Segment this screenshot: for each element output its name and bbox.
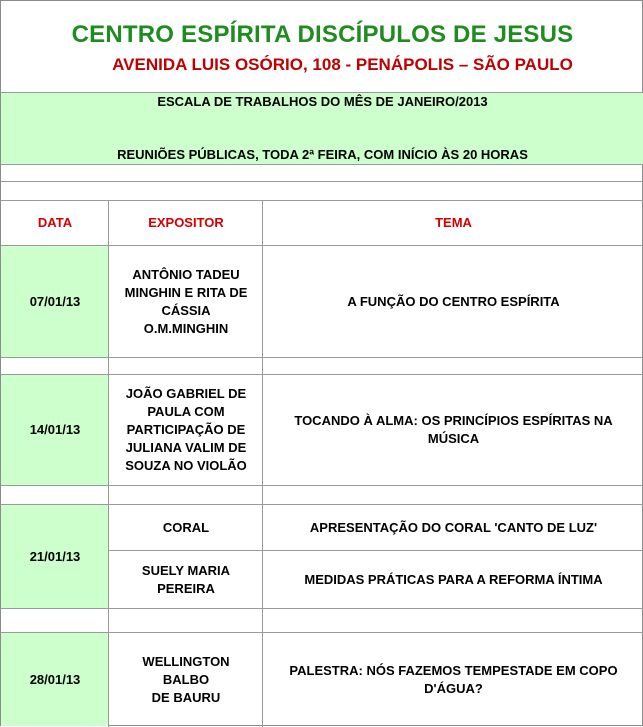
row-theme: TOCANDO À ALMA: OS PRINCÍPIOS ESPÍRITAS NA MÚSICA <box>294 413 613 446</box>
col-header-date: DATA <box>37 215 73 230</box>
grid-line <box>1 485 643 486</box>
row-theme: PALESTRA: NÓS FAZEMOS TEMPESTADE EM COPO D'ÁGUA? <box>289 662 618 696</box>
page-title: CENTRO ESPÍRITA DISCÍPULOS DE JESUS <box>71 21 574 48</box>
grid-line <box>1 357 643 358</box>
row-speaker: ANTÔNIO TADEU MINGHIN E RITA DE CÁSSIA O.M.MINGHIN <box>124 266 248 336</box>
row-date: 21/01/13 <box>1 505 109 608</box>
grid-line <box>1 181 643 182</box>
grid-line <box>108 200 109 727</box>
row-date: 14/01/13 <box>1 375 109 485</box>
grid-line <box>1 608 643 609</box>
col-header-theme: TEMA <box>435 215 472 230</box>
row-speaker: WELLINGTON BALBO DE BAURU <box>142 653 230 705</box>
row-theme: MEDIDAS PRÁTICAS PARA A REFORMA ÍNTIMA <box>304 571 603 587</box>
address-subtitle: AVENIDA LUIS OSÓRIO, 108 - PENÁPOLIS – SÃO PAULO <box>112 55 573 74</box>
row-speaker: SUELY MARIA PEREIRA <box>141 562 231 596</box>
row-speaker: JOÃO GABRIEL DE PAULA COM PARTICIPAÇÃO DE JULIANA VALIM DE SOUZA NO VIOLÃO <box>125 386 247 473</box>
row-speaker: CORAL <box>162 519 210 535</box>
row-date: 07/01/13 <box>1 246 109 357</box>
row-date: 28/01/13 <box>1 633 109 726</box>
col-header-speaker: EXPOSITOR <box>148 215 224 230</box>
meeting-info: REUNIÕES PÚBLICAS, TODA 2ª FEIRA, COM INÍCIO ÀS 20 HORAS <box>117 147 528 162</box>
grid-line <box>262 200 263 727</box>
schedule-heading: ESCALA DE TRABALHOS DO MÊS DE JANEIRO/2013 <box>157 94 488 109</box>
row-theme: A FUNÇÃO DO CENTRO ESPÍRITA <box>347 293 560 309</box>
row-theme: APRESENTAÇÃO DO CORAL 'CANTO DE LUZ' <box>309 519 598 535</box>
